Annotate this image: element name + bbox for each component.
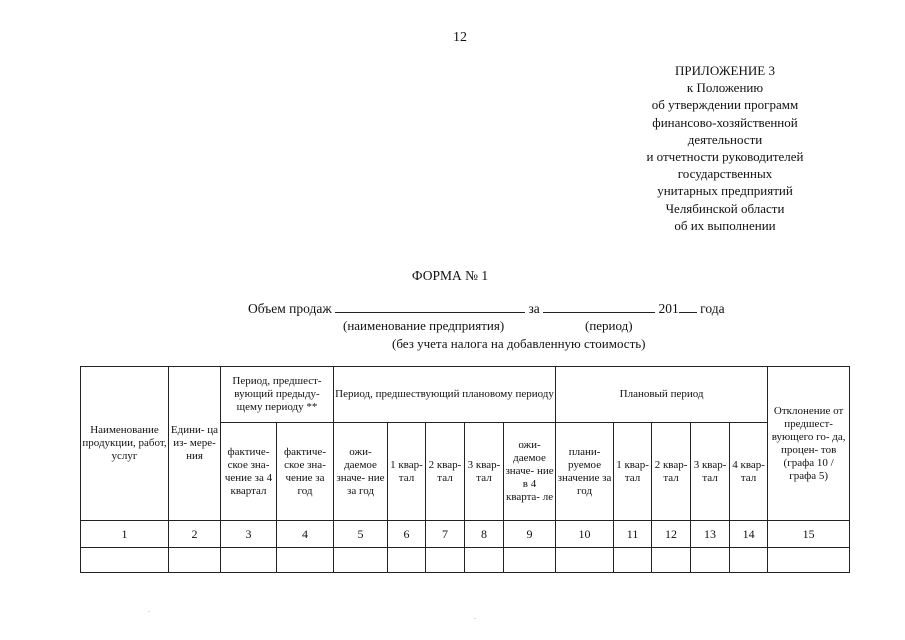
appendix-line: финансово-хозяйственной — [652, 114, 798, 130]
column-number: 5 — [334, 521, 388, 548]
appendix-line: деятельности — [687, 131, 763, 147]
col-prev-prev-period-header: Период, предшест- вующий предыду- щему периоду ** — [221, 367, 334, 423]
data-cell[interactable] — [691, 548, 730, 573]
col-name-header: Наименование продукции, работ, услуг — [81, 367, 169, 521]
scan-speck: . — [148, 605, 150, 614]
column-number: 6 — [388, 521, 426, 548]
data-cell[interactable] — [504, 548, 556, 573]
col-expected-year-header: ожи- даемое значе- ние за год — [334, 423, 388, 521]
appendix-line: ПРИЛОЖЕНИЕ 3 — [675, 63, 775, 78]
col-plan-q3-header: 3 квар- тал — [691, 423, 730, 521]
data-cell[interactable] — [465, 548, 504, 573]
column-number-row — [81, 521, 850, 548]
header-row-top — [81, 367, 850, 423]
year-suffix: года — [700, 301, 725, 316]
column-number: 13 — [691, 521, 730, 548]
appendix-line: и отчетности руководителей — [646, 149, 804, 165]
appendix-header — [600, 62, 850, 234]
empty-data-row — [81, 548, 850, 573]
data-cell[interactable] — [426, 548, 465, 573]
sales-label: Объем продаж — [248, 301, 332, 316]
col-q1-header: 1 квар- тал — [388, 423, 426, 521]
appendix-line: об их выполнении — [674, 217, 776, 233]
data-cell[interactable] — [768, 548, 850, 573]
col-plan-q1-header: 1 квар- тал — [614, 423, 652, 521]
data-cell[interactable] — [334, 548, 388, 573]
column-number: 9 — [504, 521, 556, 548]
column-number: 1 — [81, 521, 169, 548]
data-cell[interactable] — [221, 548, 277, 573]
enterprise-name-note: (наименование предприятия) — [343, 318, 505, 333]
col-actual-q4-header: фактиче- ское зна- чение за 4 квартал — [221, 423, 277, 521]
col-actual-year-header: фактиче- ское зна- чение за год — [277, 423, 334, 521]
column-number: 14 — [730, 521, 768, 548]
col-q2-header: 2 квар- тал — [426, 423, 465, 521]
col-plan-q4-header: 4 квар- тал — [730, 423, 768, 521]
column-number: 4 — [277, 521, 334, 548]
column-number: 12 — [652, 521, 691, 548]
year-prefix: 201 — [658, 301, 679, 316]
col-planned-year-header: плани- руемое значение за год — [556, 423, 614, 521]
appendix-line: государственных — [677, 166, 773, 182]
page-number: 12 — [453, 30, 467, 45]
sales-connector: за — [528, 301, 540, 316]
data-cell[interactable] — [730, 548, 768, 573]
col-deviation-header: Отклонение от предшест- вующего го- да, процен- тов (графа 10 / графа 5) — [768, 367, 850, 521]
appendix-line: унитарных предприятий — [657, 183, 793, 199]
col-plan-period-header: Плановый период — [556, 367, 768, 423]
sales-volume-line — [248, 300, 725, 317]
column-number: 7 — [426, 521, 465, 548]
data-cell[interactable] — [169, 548, 221, 573]
enterprise-name-blank[interactable] — [335, 300, 525, 313]
column-number: 10 — [556, 521, 614, 548]
year-blank[interactable] — [679, 300, 697, 313]
column-number: 11 — [614, 521, 652, 548]
period-blank[interactable] — [543, 300, 655, 313]
column-number: 2 — [169, 521, 221, 548]
period-note: (период) — [585, 318, 633, 333]
column-number: 8 — [465, 521, 504, 548]
data-cell[interactable] — [81, 548, 169, 573]
sales-form-table — [80, 366, 850, 573]
col-q3-header: 3 квар- тал — [465, 423, 504, 521]
column-number: 15 — [768, 521, 850, 548]
data-cell[interactable] — [614, 548, 652, 573]
vat-note: (без учета налога на добавленную стоимость) — [392, 336, 646, 351]
col-unit-header: Едини- ца из- мере- ния — [169, 367, 221, 521]
col-plan-q2-header: 2 квар- тал — [652, 423, 691, 521]
col-expected-q4-header: ожи- даемое значе- ние в 4 квартa- ле — [504, 423, 556, 521]
data-cell[interactable] — [652, 548, 691, 573]
data-cell[interactable] — [388, 548, 426, 573]
form-title: ФОРМА № 1 — [411, 268, 489, 283]
appendix-line: к Положению — [686, 80, 764, 96]
appendix-line: об утверждении программ — [651, 97, 799, 113]
appendix-line: Челябинской области — [665, 200, 785, 216]
data-cell[interactable] — [277, 548, 334, 573]
data-cell[interactable] — [556, 548, 614, 573]
col-prev-period-header: Период, предшествующий плановому периоду — [334, 367, 556, 423]
column-number: 3 — [221, 521, 277, 548]
scan-speck: . — [474, 612, 476, 621]
